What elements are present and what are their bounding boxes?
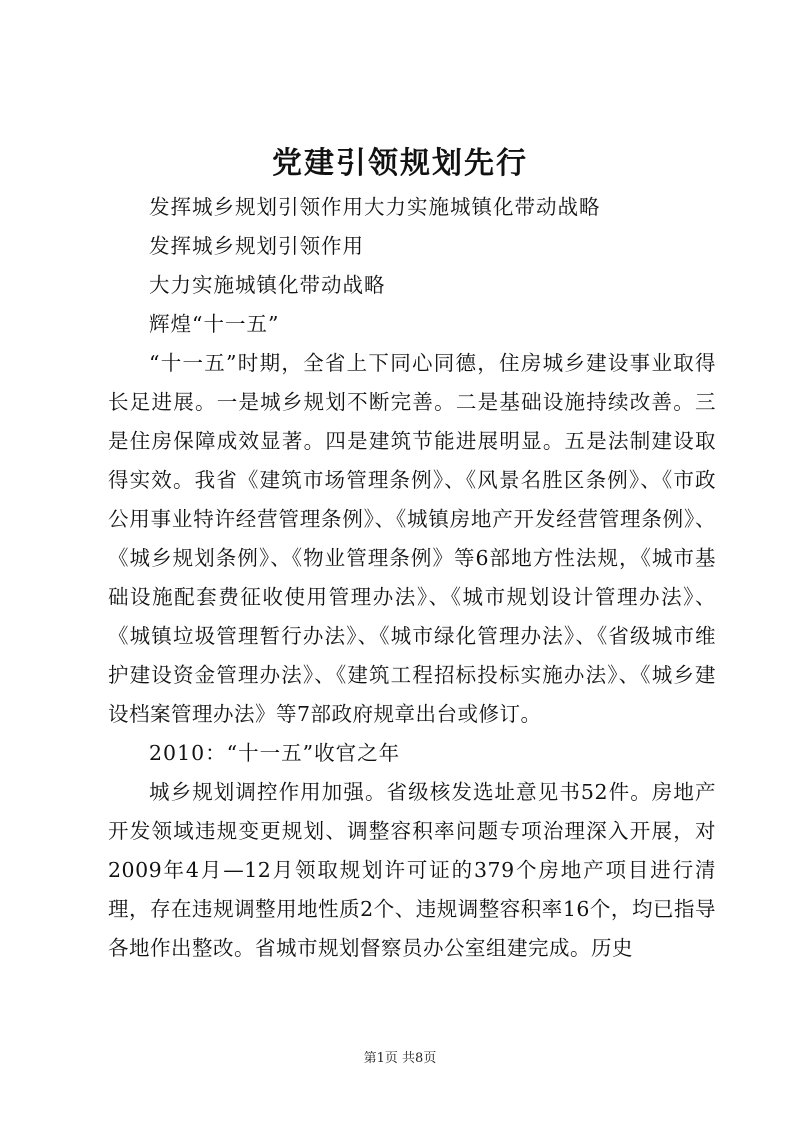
paragraph-heading-1: 发挥城乡规划引领作用 (149, 234, 364, 258)
paragraph-achievements: “十一五”时期，全省上下同心同德，住房城乡建设事业取得长足进展。一是城乡规划不断完善。二是基础设施持续改善。三是住房保障成效显著。四是建筑节能进展明显。五是法制建设取得实效。我省《建筑市场管理条例》、《风景名胜区条例》、《市政公用事业特许经营管理条例》、《城镇房地产开发经营管理条例》、《城乡规划条例》、《物业管理条例》等6部地方性法规，《城市基础设施配套费征收使用管理办法》、《城市规划设计管理办法》、《城镇垃圾管理暂行办法》、《城市绿化管理办法》、《省级城市维护建设资金管理办法》、《建筑工程招标投标实施办法》、《城乡建设档案管理办法》等7部政府规章出台或修订。 (108, 351, 716, 726)
paragraph-heading-2: 大力实施城镇化带动战略 (149, 273, 386, 297)
paragraph-subtitle: 发挥城乡规划引领作用大力实施城镇化带动战略 (149, 195, 601, 219)
section-heading-2010: 2010：“十一五”收官之年 (149, 741, 401, 765)
paragraph-planning-control: 城乡规划调控作用加强。省级核发选址意见书52件。房地产开发领域违规变更规划、调整容积率问题专项治理深入开展，对2009年4月—12月领取规划许可证的379个房地产项目进行清理，存在违规调整用地性质2个、违规调整容积率16个，均已指导各地作出整改。省城市规划督察员办公室组建完成。历史 (108, 780, 716, 960)
document-body (108, 188, 716, 968)
page-title: 党建引领规划先行 (272, 146, 528, 181)
page-number-footer: 第1页 共8页 (363, 1051, 437, 1066)
section-heading-glorious: 辉煌“十一五” (149, 312, 280, 336)
